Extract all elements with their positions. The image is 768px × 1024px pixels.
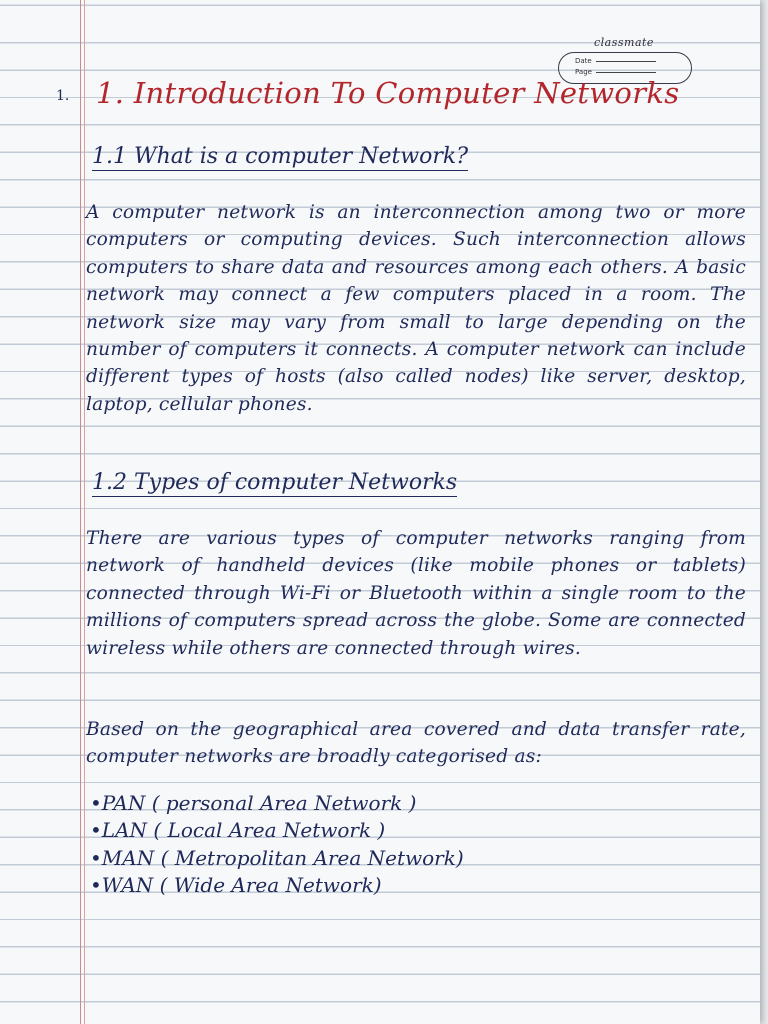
page-title: 1. Introduction To Computer Networks	[96, 76, 680, 110]
margin-line	[80, 0, 81, 1024]
list-item-pan: •PAN ( personal Area Network )	[90, 791, 417, 815]
section-2-paragraph-1: There are various types of computer networks ranging from network of handheld devices (like mobile phones or tablets) connected through Wi-Fi or Bluetooth within a single room to the millions of computers spread across the globe. Some are connected wireless while others are connected through wires.	[86, 528, 746, 659]
page-label: Page	[575, 68, 592, 76]
section-2-heading	[92, 470, 457, 495]
page-field	[575, 68, 656, 76]
list-item-man: •MAN ( Metropolitan Area Network)	[90, 845, 464, 870]
network-types-list	[90, 790, 464, 900]
section-1-heading-text: 1.1 What is a computer Network?	[92, 144, 469, 169]
margin-line-inner	[84, 0, 85, 1024]
date-field	[575, 57, 656, 65]
section-2-heading-text: 1.2 Types of computer Networks	[92, 470, 458, 495]
date-label: Date	[575, 57, 592, 65]
section-1-paragraph: A computer network is an interconnection among two or more computers or computing devices. Such interconnection allows computers to share data and resources among each others. A basic network may connect a few computers placed in a room. The network size may vary from small to large depending on the number of computers it connects. A computer network can include different types of hosts (also called nodes) like server, desktop, laptop, cellular phones.	[86, 202, 746, 415]
margin-number: 1.	[56, 88, 70, 104]
brand-name: classmate	[594, 36, 654, 49]
list-item-lan: •LAN ( Local Area Network )	[90, 818, 386, 843]
list-item-wan: •WAN ( Wide Area Network)	[90, 873, 382, 898]
section-2-paragraph-2: Based on the geographical area covered and data transfer rate, computer networks are broadly categorised as:	[86, 719, 746, 768]
section-1-heading	[92, 144, 468, 169]
